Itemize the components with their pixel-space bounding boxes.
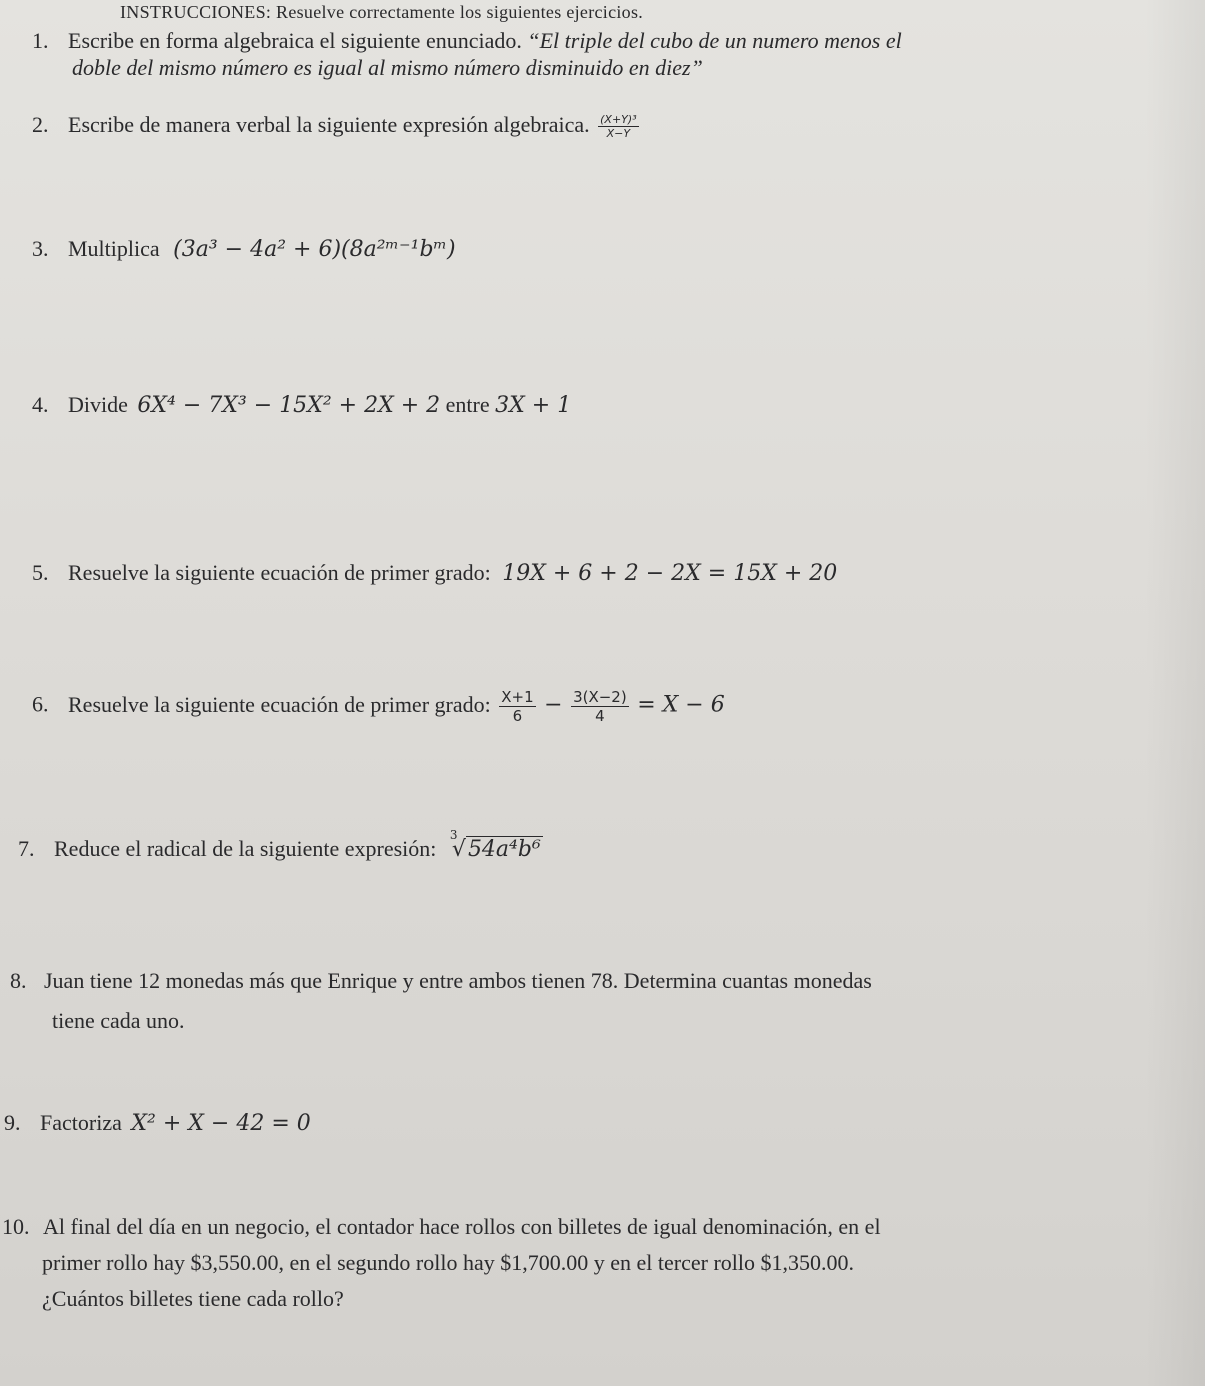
radicand: 54a⁴b⁶ <box>467 837 541 862</box>
exercise-text: Escribe en forma algebraica el siguiente enunciado. <box>68 28 522 53</box>
exercise-2 <box>32 112 642 140</box>
root-index: 3 <box>449 828 458 842</box>
fraction-denominator: X−Y <box>606 127 631 141</box>
fraction-numerator: 3(X−2) <box>573 688 627 706</box>
exercise-number: 5. <box>32 560 49 585</box>
exercise-7 <box>18 828 543 862</box>
exercise-text: Divide <box>68 392 128 417</box>
math-expression: 6X⁴ − 7X³ − 15X² + 2X + 2 <box>137 393 441 418</box>
math-expression: 19X + 6 + 2 − 2X = 15X + 20 <box>502 561 838 586</box>
exercise-10-cont-2: ¿Cuántos billetes tiene cada rollo? <box>42 1286 344 1311</box>
math-expression: 3X + 1 <box>495 393 572 418</box>
exercise-text: Al final del día en un negocio, el contador hace rollos con billetes de igual denominación, en el <box>43 1214 881 1239</box>
exercise-8 <box>10 968 872 994</box>
exercise-number: 4. <box>32 392 49 417</box>
exercise-text: Factoriza <box>40 1110 122 1135</box>
exercise-number: 9. <box>4 1110 21 1135</box>
radical-sign: √ <box>451 837 466 862</box>
exercise-number: 2. <box>32 112 49 137</box>
math-expression: = X − 6 <box>637 692 725 718</box>
exercise-1 <box>32 28 902 54</box>
exercise-text: Multiplica <box>68 236 160 261</box>
exercise-text: Resuelve la siguiente ecuación de primer grado: <box>68 560 491 585</box>
math-expression: (3a³ − 4a² + 6)(8a²ᵐ⁻¹bᵐ) <box>173 237 456 262</box>
exercise-8-cont: tiene cada uno. <box>52 1008 185 1033</box>
exercise-5 <box>32 560 837 586</box>
exercise-number: 7. <box>18 836 35 861</box>
exercise-text: Reduce el radical de la siguiente expresión: <box>54 836 437 861</box>
exercise-10 <box>2 1214 881 1240</box>
math-expression: X² + X − 42 = 0 <box>131 1111 311 1136</box>
exercise-number: 10. <box>2 1214 30 1239</box>
fraction <box>571 688 629 725</box>
fraction-denominator: 6 <box>512 707 523 725</box>
fraction-numerator: (X+Y)³ <box>600 113 637 127</box>
page-shadow <box>1145 0 1205 1386</box>
exercise-number: 8. <box>10 968 27 993</box>
exercise-quote: “El triple del cubo de un numero menos el <box>527 28 902 53</box>
exercise-text: Escribe de manera verbal la siguiente expresión algebraica. <box>68 112 590 137</box>
exercise-text: Resuelve la siguiente ecuación de primer grado: <box>68 691 491 717</box>
exercise-10-cont-1: primer rollo hay $3,550.00, en el segundo rollo hay $1,700.00 y en el tercer rollo $1,350.00. <box>42 1250 854 1275</box>
exercise-number: 1. <box>32 28 49 53</box>
fraction-denominator: 4 <box>595 707 605 725</box>
exercise-3 <box>32 236 456 262</box>
connector-text: entre <box>445 392 490 417</box>
exercise-9 <box>4 1110 311 1136</box>
exercise-1-quote-cont: doble del mismo número es igual al mismo número disminuido en diez” <box>72 55 703 80</box>
exercise-text: Juan tiene 12 monedas más que Enrique y entre ambos tienen 78. Determina cuantas monedas <box>44 968 872 993</box>
fraction <box>598 113 638 140</box>
fraction <box>499 688 535 725</box>
radical <box>448 828 543 862</box>
instructions-header: INSTRUCCIONES: Resuelve correctamente los siguientes ejercicios. <box>120 2 644 22</box>
fraction-numerator: X+1 <box>501 688 534 706</box>
exercise-number: 6. <box>32 691 49 717</box>
exercise-6 <box>32 688 725 725</box>
exercise-4 <box>32 392 571 418</box>
exercise-number: 3. <box>32 236 49 261</box>
minus-sign: − <box>544 692 563 718</box>
